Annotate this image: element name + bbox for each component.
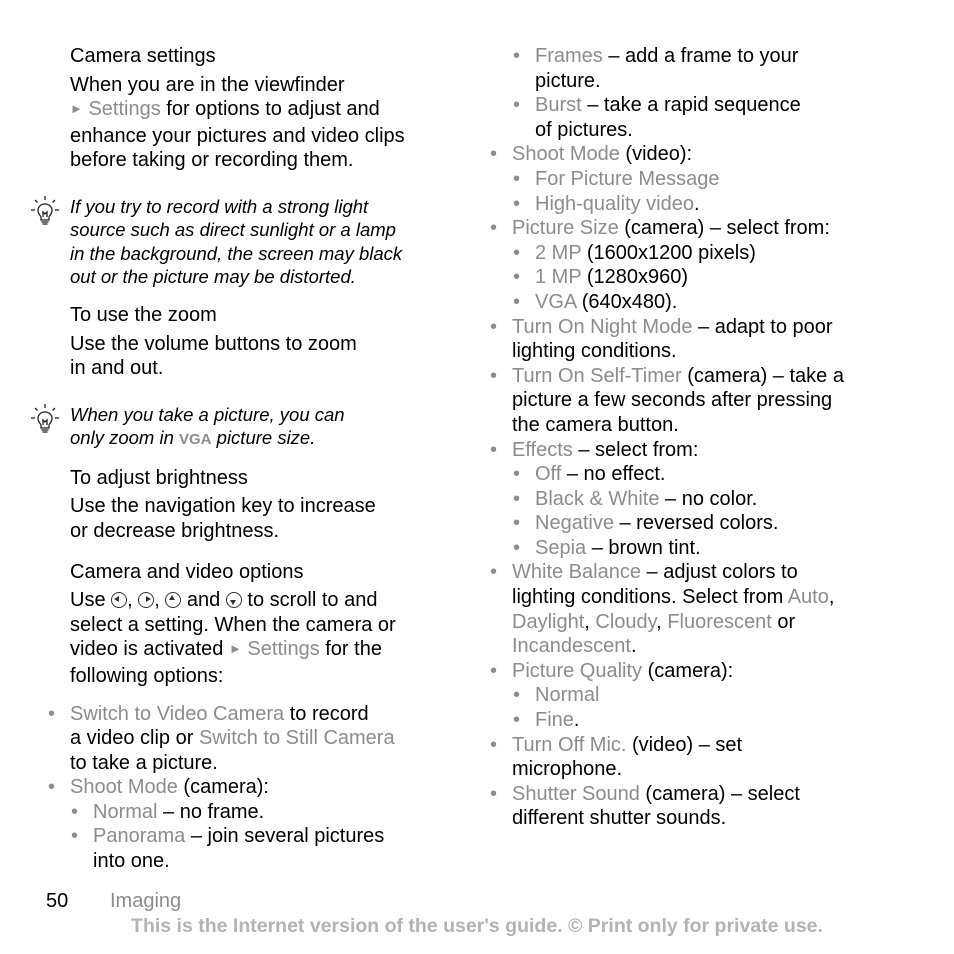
- list-item: • Fine.: [490, 708, 910, 733]
- list-item: • Panorama – join several pictures into one.: [48, 824, 470, 873]
- tip-note-light: If you try to record with a strong light source such as direct sunlight or a lamp in the background, the screen may black out or the picture may be distorted.: [70, 195, 470, 289]
- list-item: • Burst – take a rapid sequence of pictures.: [490, 93, 910, 142]
- camera-settings-heading: Camera settings: [70, 45, 216, 67]
- lightbulb-icon: [30, 403, 60, 441]
- arrow-icon: ►: [228, 641, 242, 657]
- list-item: • Frames – add a frame to your picture.: [490, 44, 910, 93]
- list-item: • Turn On Self-Timer (camera) – take a picture a few seconds after pressing the camera button.: [490, 364, 910, 438]
- arrow-icon: ►: [70, 101, 83, 117]
- list-item: • Shoot Mode (camera):: [48, 775, 470, 800]
- left-column: [70, 44, 470, 874]
- options-list-right: [490, 44, 910, 831]
- list-item: • For Picture Message: [490, 167, 910, 192]
- section-name: Imaging: [110, 890, 182, 912]
- nav-left-icon: [111, 592, 127, 608]
- list-item: • VGA (640x480).: [490, 290, 910, 315]
- list-item: • Shutter Sound (camera) – select different shutter sounds.: [490, 782, 910, 831]
- list-item: • Effects – select from:: [490, 438, 910, 463]
- list-item: • Picture Size (camera) – select from:: [490, 216, 910, 241]
- nav-right-icon: [138, 592, 154, 608]
- zoom-text: Use the volume buttons to zoom in and out.: [70, 332, 357, 380]
- list-item: • Turn On Night Mode – adapt to poor lighting conditions.: [490, 315, 910, 364]
- list-item: • 1 MP (1280x960): [490, 265, 910, 290]
- nav-up-icon: [165, 592, 181, 608]
- list-item: • Normal – no frame.: [48, 800, 470, 825]
- settings-menu-path: Settings: [247, 638, 320, 661]
- list-item: • Black & White – no color.: [490, 487, 910, 512]
- page-number: 50: [46, 890, 69, 912]
- lightbulb-icon: [30, 195, 60, 233]
- vga-label: VGA: [179, 431, 212, 449]
- disclaimer: This is the Internet version of the user's guide. © Print only for private use.: [131, 915, 823, 937]
- brightness-text: Use the navigation key to increase or decrease brightness.: [70, 495, 376, 542]
- tip-note-zoom: When you take a picture, you can only zoom in VGA picture size.: [70, 403, 470, 452]
- options-list-left: [70, 702, 470, 874]
- brightness-heading: To adjust brightness: [70, 466, 248, 489]
- list-item: • Shoot Mode (video):: [490, 142, 910, 167]
- settings-menu-path: Settings: [88, 98, 161, 121]
- zoom-heading: To use the zoom: [70, 303, 217, 326]
- list-item: • Turn Off Mic. (video) – set microphone.: [490, 733, 910, 782]
- list-item: • 2 MP (1600x1200 pixels): [490, 241, 910, 266]
- page-footer: [46, 890, 181, 913]
- options-heading: Camera and video options: [70, 560, 304, 583]
- options-text: Use , , and to scroll to and select a setting. When the camera or video is activated ► Settings for the following options:: [70, 589, 396, 687]
- nav-down-icon: [226, 592, 242, 608]
- list-item: • High-quality video.: [490, 192, 910, 217]
- list-item: • Off – no effect.: [490, 462, 910, 487]
- list-item: • Switch to Video Camera to record a video clip or Switch to Still Camera to take a picture.: [48, 702, 470, 776]
- list-item: • Negative – reversed colors.: [490, 511, 910, 536]
- list-item: • Sepia – brown tint.: [490, 536, 910, 561]
- list-item: • Normal: [490, 683, 910, 708]
- camera-settings-text: When you are in the viewfinder ► Settings for options to adjust and enhance your pictures and video clips before taking or recording them.: [70, 73, 405, 172]
- right-column: [490, 44, 910, 831]
- list-item: • White Balance – adjust colors to lighting conditions. Select from Auto, Daylight, Cloudy, Fluorescent or Incandescent.: [490, 560, 910, 658]
- list-item: • Picture Quality (camera):: [490, 659, 910, 684]
